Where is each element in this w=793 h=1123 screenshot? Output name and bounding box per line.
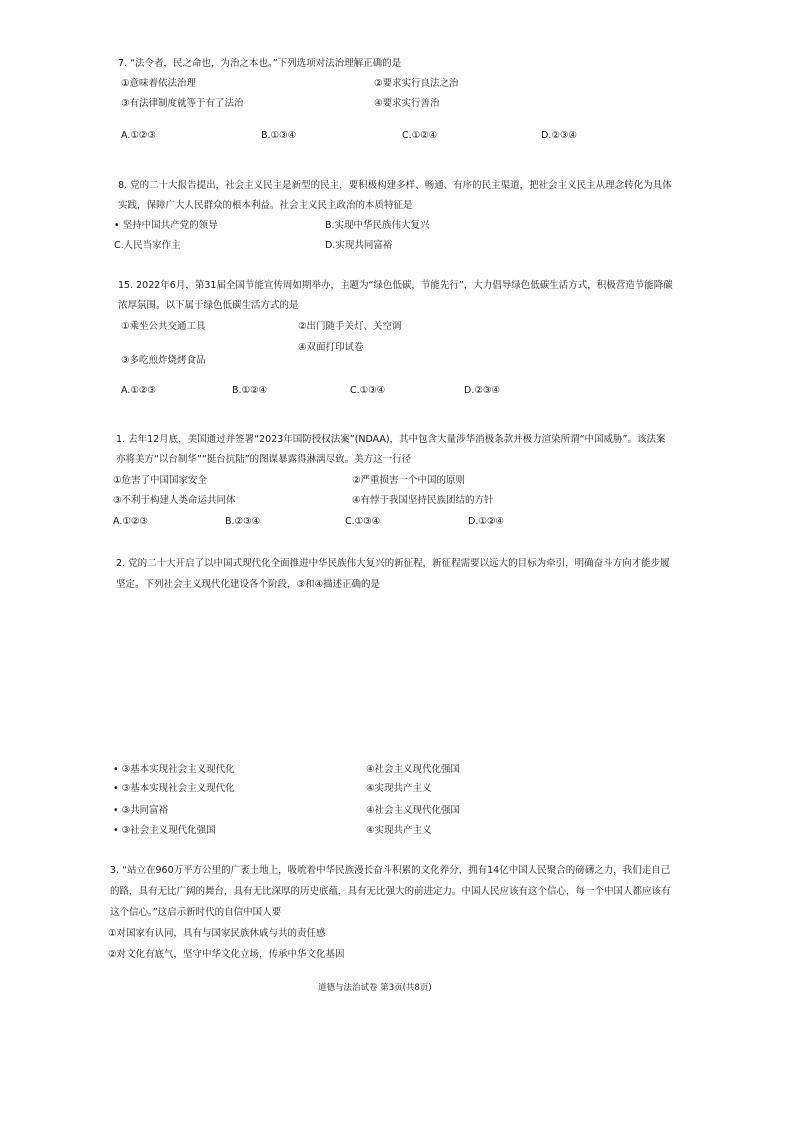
q3-stem-line2: 的路，具有无比广阔的舞台，具有无比深厚的历史底蕴，具有无比强大的前进定力。中国人民应该有这个信心，每一个中国人都应该有 [110,886,671,897]
q1-option-2: ②严重损害一个中国的原则 [352,475,466,486]
q15-stem-line1: 15. 2022年6月，第31届全国节能宣传周如期举办，主题为“绿色低碳，节能先行”，大力倡导绿色低碳生活方式，积极营造节能降碳 [118,280,673,291]
q15-option-2: ②出门随手关灯、关空调 [298,321,402,332]
q1-option-1: ①危害了中国国家安全 [113,475,208,486]
q15-option-1: ①乘坐公共交通工具 [121,321,206,332]
q1-answer-d: D.①②④ [468,516,504,527]
q1-option-3: ③不利于构建人类命运共同体 [113,495,236,506]
bullet-icon: • [113,783,122,794]
q7-stem: 7. “法令者，民之命也，为治之本也。”下列选项对法治理解正确的是 [118,58,402,69]
bullet-icon: • [113,825,122,836]
q7-answer-d: D.②③④ [541,130,577,141]
q8-answer-c: C.人民当家作主 [114,240,181,251]
q8-stem-line2: 实践，保障广大人民群众的根本利益。社会主义民主政治的本质特征是 [118,200,413,211]
q1-answer-a: A.①②③ [113,516,148,527]
q2-stem-line2: 坚定。下列社会主义现代化建设各个阶段，③和④描述正确的是 [116,579,381,590]
q1-stem-line2: 亦将美方“以台制华”“挺台抗陆”的图谋暴露得淋漓尽致。美方这一行径 [116,454,412,465]
q3-option-2: ②对文化有底气，坚守中华文化立场，传承中华文化基因 [108,949,345,960]
q3-stem-line3: 这个信心。”这启示新时代的自信中国人要 [110,907,282,918]
q8-answer-d: D.实现共同富裕 [325,240,393,251]
q2-answer-row-4: • ③社会主义现代化强国 [113,825,216,836]
q2-stem-line1: 2. 党的二十大开启了以中国式现代化全面推进中华民族伟大复兴的新征程，新征程需要以远大的目标为牵引，明确奋斗方向才能步履 [116,558,670,569]
q15-option-4: ④双面打印试卷 [298,342,364,353]
q2-answer-row-3: • ③共同富裕 [113,805,169,816]
q3-stem-line1: 3. “站立在960万平方公里的广袤土地上，吸吮着中华民族漫长奋斗积累的文化养分，拥有14亿中国人民聚合的磅礴之力，我们走自己 [110,865,671,876]
q2-answer-row-2-right: ④实现共产主义 [366,783,432,794]
q8-answer-b: B.实现中华民族伟大复兴 [325,220,430,231]
page-footer: 道德与法治试卷 第3页(共8页) [318,983,432,993]
q1-option-4: ④有悖于我国坚持民族团结的方针 [352,495,494,506]
q15-stem-line2: 浓厚氛围。以下属于绿色低碳生活方式的是 [118,300,299,311]
q2-answer-row-1-right: ④社会主义现代化强国 [366,764,461,775]
q2-answer-row-3-right: ④社会主义现代化强国 [366,805,461,816]
q7-option-3: ③有法律制度就等于有了法治 [121,98,244,109]
q7-answer-c: C.①②④ [402,130,438,141]
q1-stem-line1: 1. 去年12月底，美国通过并签署“2023年国防授权法案”(NDAA)，其中包含大量涉华消极条款并极力渲染所谓“中国威胁”。该法案 [116,434,666,445]
bullet-icon: • [113,764,122,775]
q7-answer-a: A.①②③ [121,130,156,141]
q7-answer-b: B.①③④ [261,130,297,141]
q8-answer-a: • 坚持中国共产党的领导 [114,220,218,231]
q2-answer-row-4-right: ④实现共产主义 [366,825,432,836]
q1-answer-b: B.②③④ [225,516,261,527]
q15-answer-c: C.①③④ [350,385,386,396]
q15-answer-a: A.①②③ [121,385,156,396]
q8-stem-line1: 8. 党的二十大报告提出，社会主义民主是新型的民主，要积极构建多样、畅通、有序的民主渠道，把社会主义民主从理念转化为具体 [118,180,672,191]
q15-answer-b: B.①②④ [232,385,268,396]
q7-option-2: ②要求实行良法之治 [374,78,459,89]
bullet-icon: • [114,220,123,231]
q3-option-1: ①对国家有认同，具有与国家民族休戚与共的责任感 [108,928,326,939]
bullet-icon: • [113,805,122,816]
q15-answer-d: D.②③④ [464,385,500,396]
q2-answer-row-1: • ③基本实现社会主义现代化 [113,764,235,775]
q15-option-3: ③多吃煎炸烧烤食品 [121,355,206,366]
q7-option-4: ④要求实行善治 [374,98,440,109]
q1-answer-c: C.①③④ [345,516,381,527]
q2-answer-row-2: • ③基本实现社会主义现代化 [113,783,235,794]
q7-option-1: ①意味着依法治理 [121,78,197,89]
